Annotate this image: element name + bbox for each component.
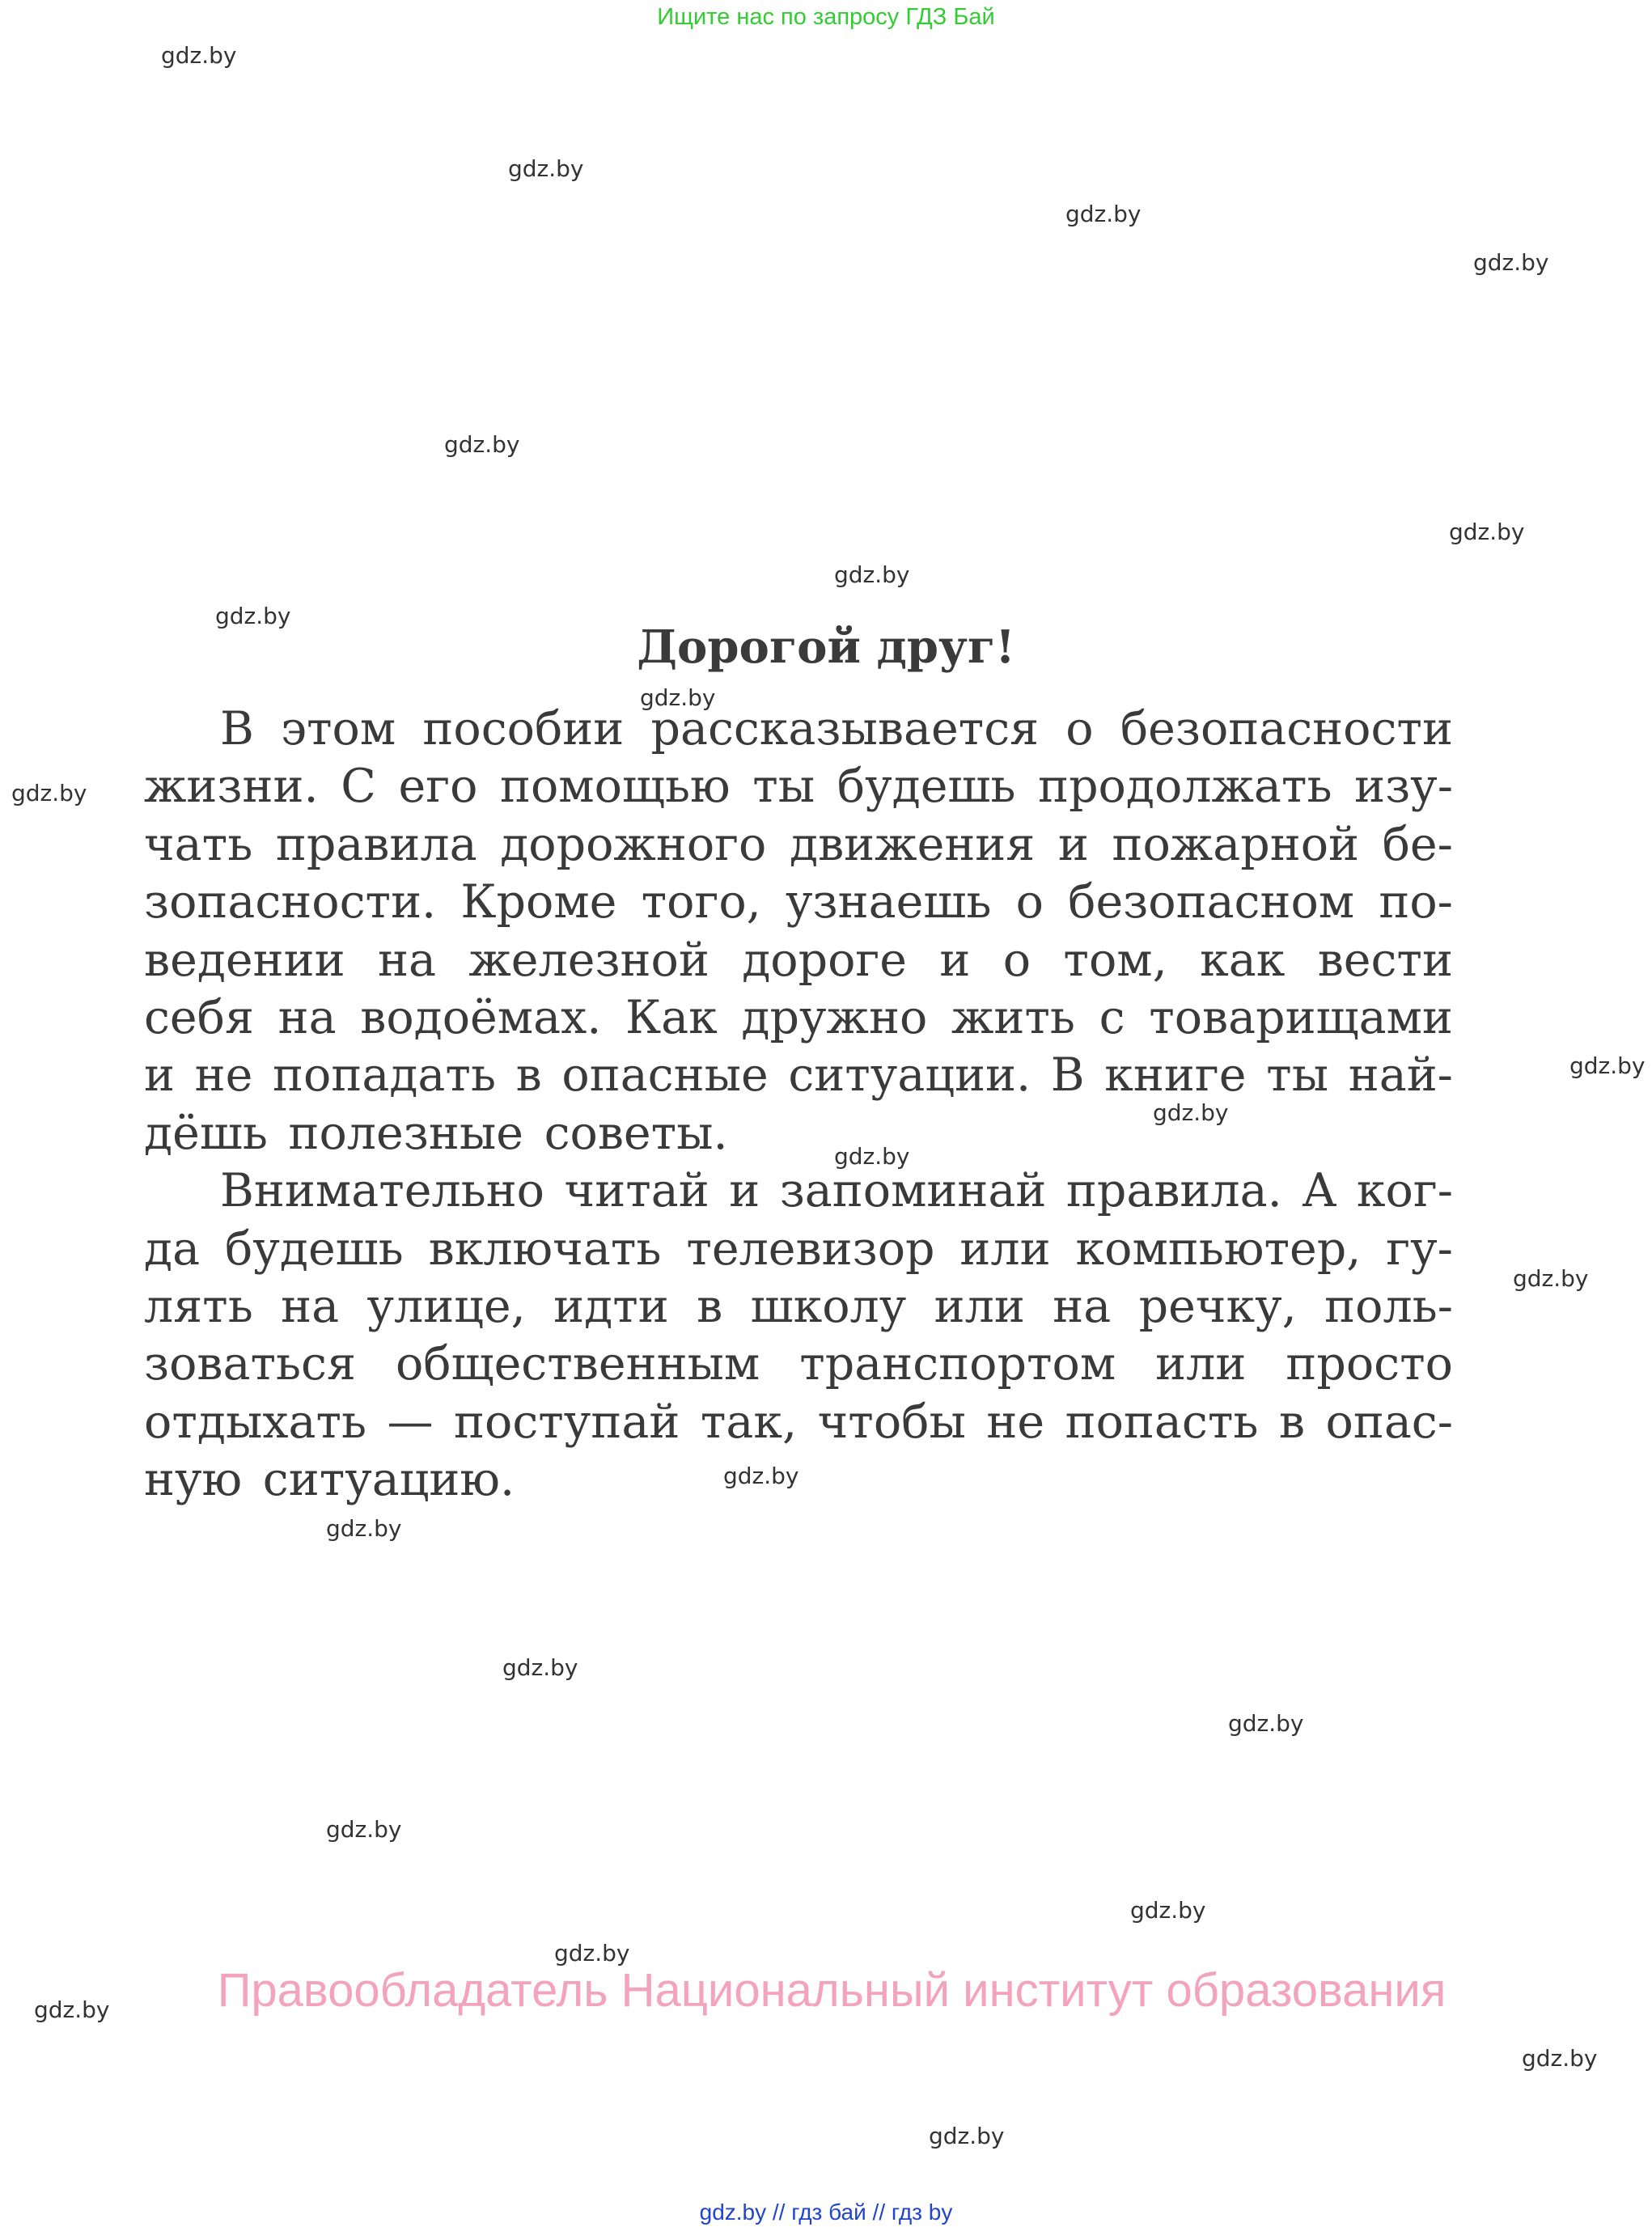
watermark: gdz.by xyxy=(554,1940,630,1967)
watermark: gdz.by xyxy=(34,1996,110,2023)
watermark: gdz.by xyxy=(834,561,910,588)
text-line: зоваться общественным транспортом или просто xyxy=(144,1337,1453,1391)
text-line: жизни. С его помощью ты будешь продолжать изу- xyxy=(144,760,1453,814)
watermark: gdz.by xyxy=(215,603,291,629)
text-line: отдыхать — поступай так, чтобы не попасть в опас- xyxy=(144,1395,1453,1449)
text-line: В этом пособии рассказывается о безопасности xyxy=(220,702,1453,756)
watermark: gdz.by xyxy=(640,684,716,711)
watermark: gdz.by xyxy=(1449,519,1525,545)
watermark: gdz.by xyxy=(326,1816,402,1843)
text-line: да будешь включать телевизор или компьютер, гу- xyxy=(144,1221,1453,1276)
watermark: gdz.by xyxy=(1130,1897,1206,1924)
watermark: gdz.by xyxy=(1065,201,1142,227)
text-line: ведении на железной дороге и о том, как вести xyxy=(144,933,1453,987)
footer-links[interactable]: gdz.by // гдз бай // гдз by xyxy=(699,2199,953,2225)
watermark: gdz.by xyxy=(1513,1265,1589,1292)
watermark: gdz.by xyxy=(11,780,87,807)
paragraph-2 xyxy=(144,1162,1453,1509)
text-line: Внимательно читай и запоминай правила. А ког- xyxy=(220,1164,1453,1218)
text-line: дёшь полезные советы. xyxy=(144,1106,728,1160)
body-text xyxy=(144,701,1453,1509)
watermark: gdz.by xyxy=(929,2123,1005,2149)
text-line: чать правила дорожного движения и пожарной бе- xyxy=(144,817,1453,871)
watermark: gdz.by xyxy=(1228,1710,1304,1737)
watermark: gdz.by xyxy=(1522,2045,1598,2072)
watermark: gdz.by xyxy=(1569,1052,1646,1079)
watermark: gdz.by xyxy=(723,1463,799,1489)
watermark: gdz.by xyxy=(1153,1099,1229,1126)
rights-holder-notice: Правообладатель Национальный институт образования xyxy=(217,1964,1447,2017)
watermark: gdz.by xyxy=(508,155,584,182)
watermark: gdz.by xyxy=(161,42,237,69)
paragraph-1 xyxy=(144,701,1453,1162)
watermark: gdz.by xyxy=(1473,249,1549,276)
text-line: лять на улице, идти в школу или на речку, поль- xyxy=(144,1279,1453,1333)
watermark: gdz.by xyxy=(326,1515,402,1542)
text-line: зопасности. Кроме того, узнаешь о безопасном по- xyxy=(144,875,1453,929)
text-line: ную ситуацию. xyxy=(144,1453,515,1507)
watermark: gdz.by xyxy=(834,1143,910,1170)
watermark: gdz.by xyxy=(502,1654,578,1681)
text-line: себя на водоёмах. Как дружно жить с товарищами xyxy=(144,990,1453,1044)
watermark: gdz.by xyxy=(444,431,520,458)
top-banner: Ищите нас по запросу ГДЗ Бай xyxy=(657,4,995,30)
text-line: и не попадать в опасные ситуации. В книге ты най- xyxy=(144,1048,1453,1103)
page-title: Дорогой друг! xyxy=(637,620,1015,674)
